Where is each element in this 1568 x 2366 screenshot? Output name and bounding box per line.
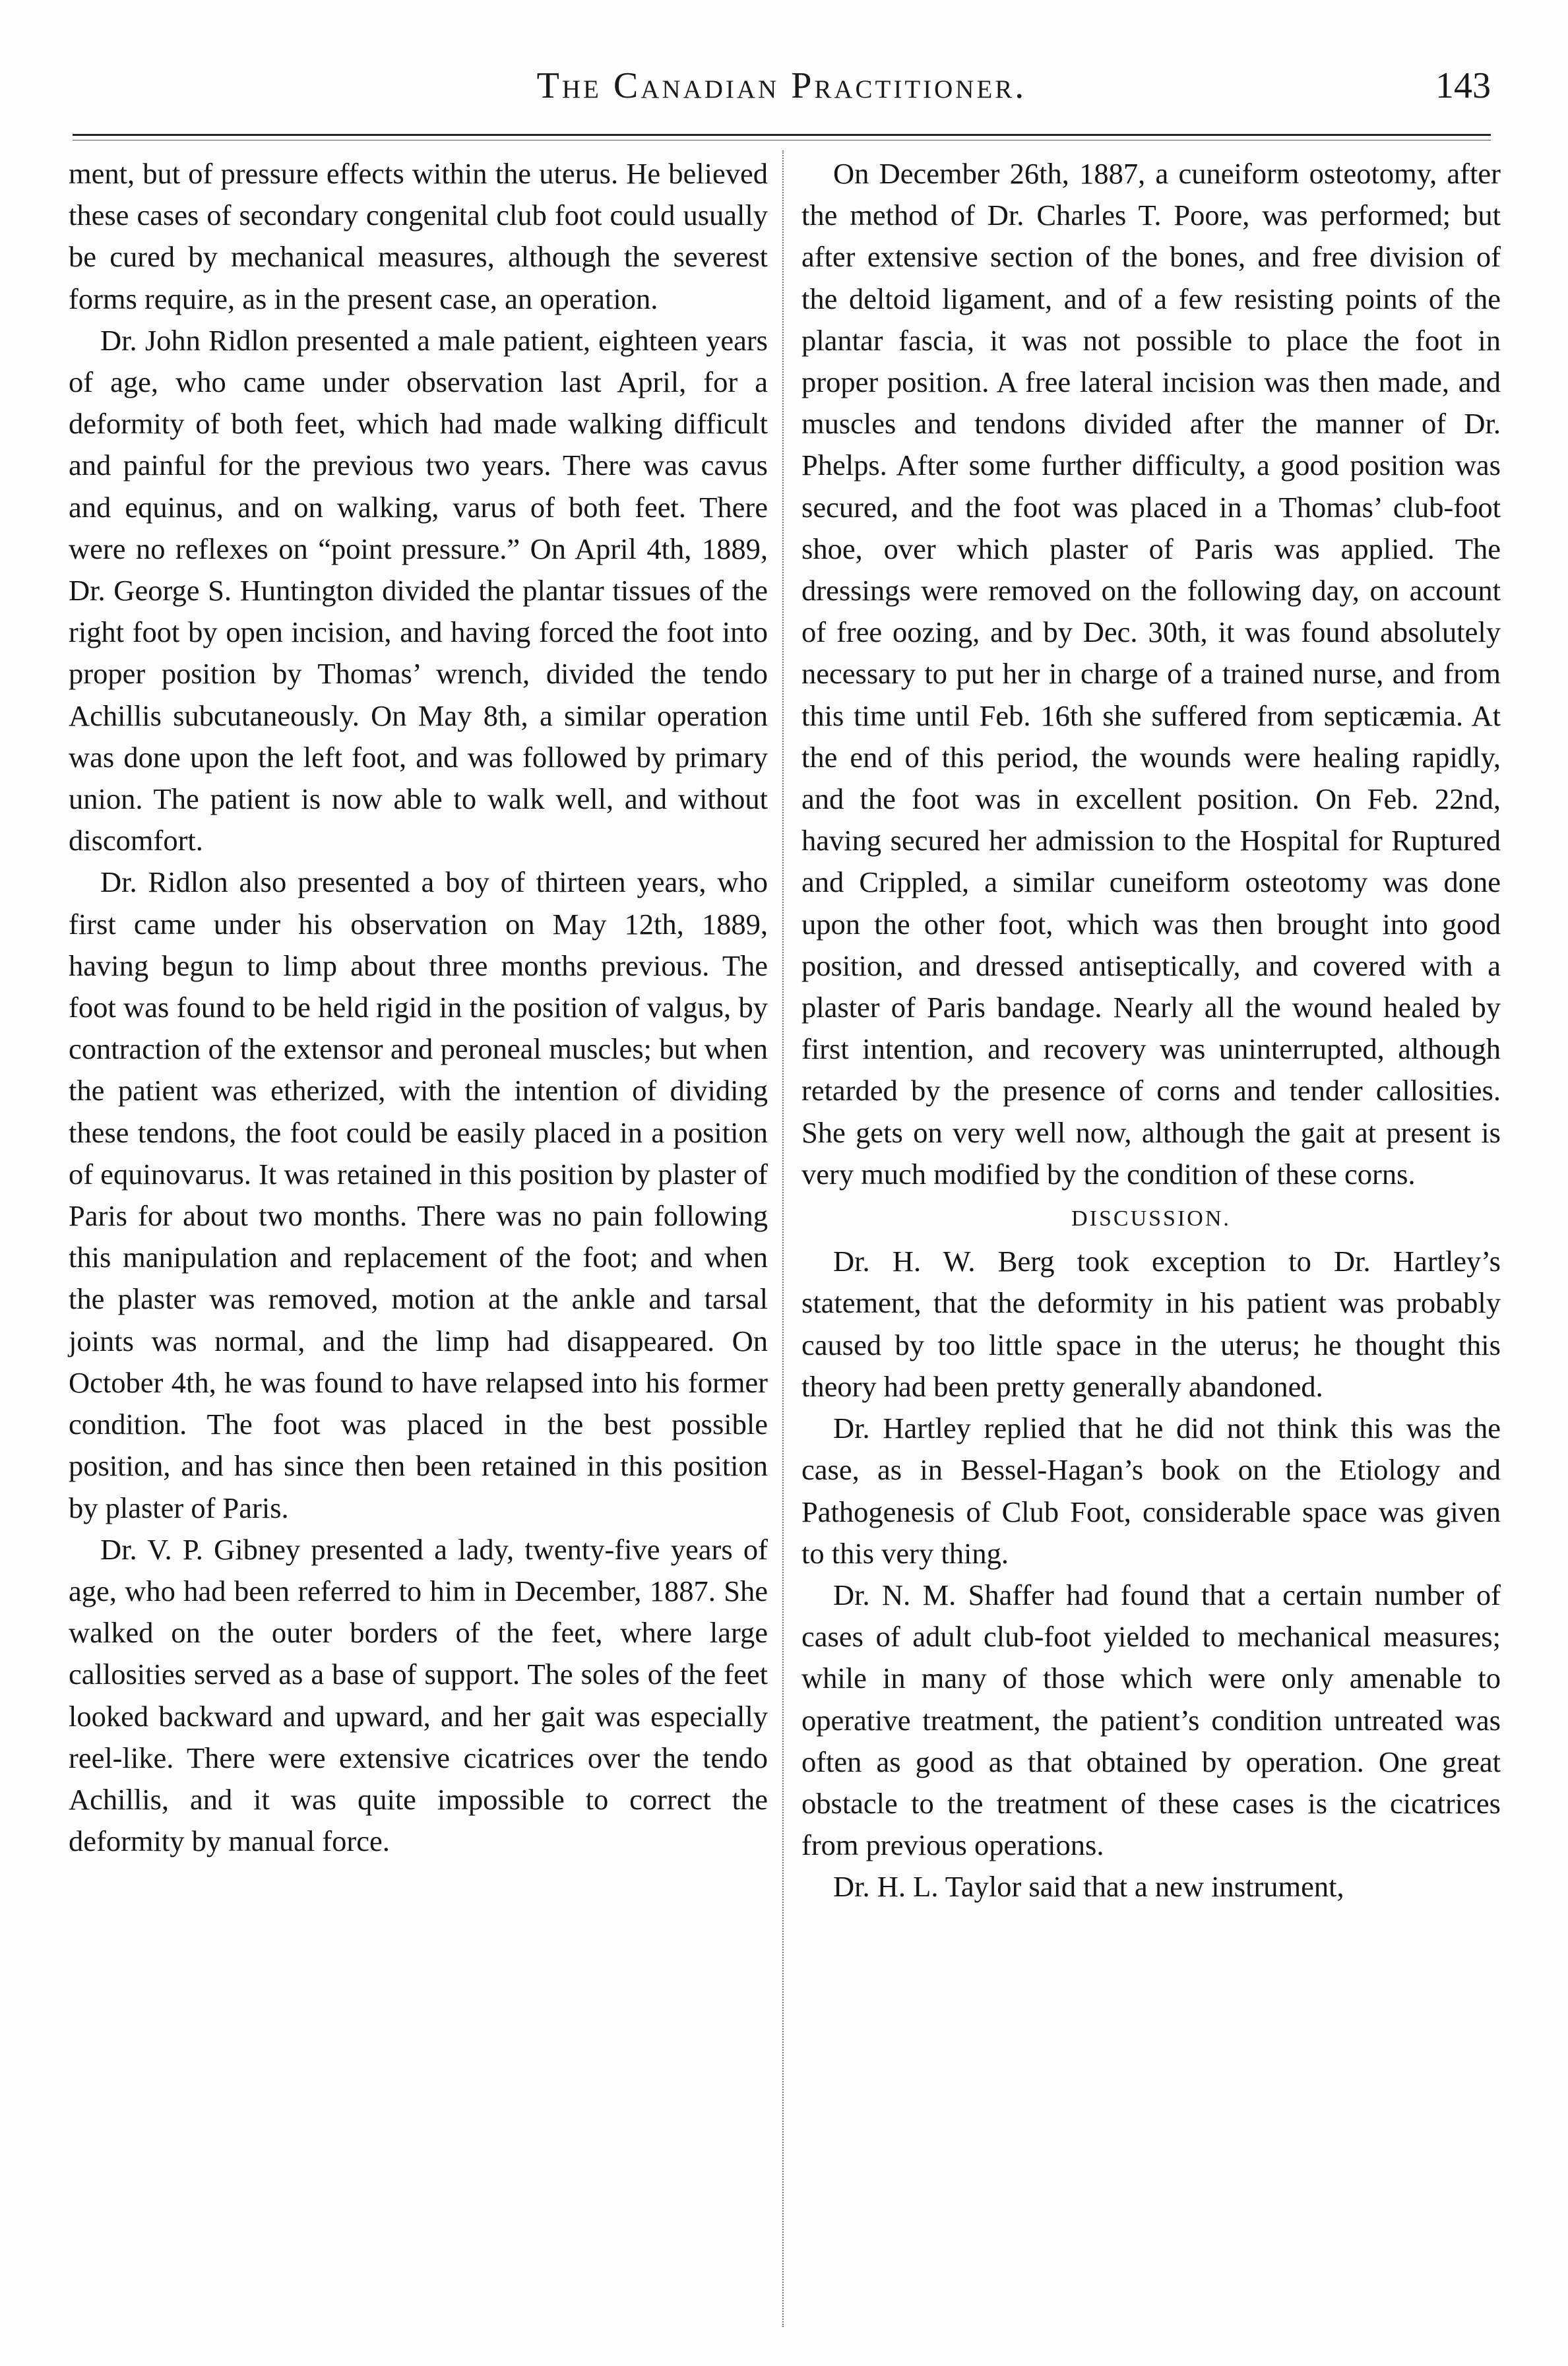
paragraph: Dr. H. L. Taylor said that a new instrument, — [833, 1870, 1344, 1904]
paragraph: On December 26th, 1887, a cuneiform osteotomy, after the method of Dr. Charles T. Poore, was performed; but after extensive section of the bones, and free division of the deltoid ligament, and of a few resisting points of the plantar fascia, it was not possible to place the foot in proper position. A free lateral incision was then made, and muscles and tendons divided after the manner of Dr. Phelps. After some further difficulty, a good position was secured, and the foot was placed in a Thomas’ club-foot shoe, over which plaster of Paris was applied. The dressings were removed on the following day, on account of free oozing, and by Dec. 30th, it was found absolutely necessary to put her in charge of a trained nurse, and from this time until Feb. 16th she suffered from septicæmia. At the end of this period, the wounds were healing rapidly, and the foot was in excellent position. On Feb. 22nd, having secured her admission to the Hospital for Ruptured and Crippled, a similar cuneiform osteotomy was done upon the other foot, which was then brought into good position, and dressed antiseptically, and covered with a plaster of Paris bandage. Nearly all the wound healed by first intention, and recovery was uninterrupted, although retarded by the presence of corns and tender callosities. She gets on very well now, although the gait at present is very much modified by the condition of these corns. — [801, 157, 1501, 1191]
paragraph: Dr. N. M. Shaffer had found that a certain number of cases of adult club-foot yielded to mechanical measures; while in many of those which were only amenable to operative treatment, the patient’s condition untreated was often as good as that obtained by operation. One great obstacle to the treatment of these cases is the cicatrices from previous operations. — [801, 1578, 1501, 1862]
header-rule — [73, 134, 1491, 136]
section-heading: DISCUSSION. — [1071, 1206, 1231, 1231]
paragraph: Dr. H. W. Berg took exception to Dr. Hartley’s statement, that the deformity in his patient was probably caused by too little space in the uterus; he thought this theory had been pretty generally abandoned. — [801, 1245, 1501, 1403]
running-title: The Canadian Practitioner. — [536, 65, 1027, 106]
column-divider — [782, 150, 784, 2327]
paragraph: Dr. Hartley replied that he did not think this was the case, as in Bessel-Hagan’s book on the Etiology and Pathogenesis of Club Foot, considerable space was given to this very thing. — [801, 1412, 1501, 1570]
paragraph: Dr. V. P. Gibney presented a lady, twenty-five years of age, who had been referred to him in December, 1887. She walked on the outer borders of the feet, where large callosities served as a base of support. The soles of the feet looked backward and upward, and her gait was especially reel-like. There were extensive cicatrices over the tendo Achillis, and it was quite impossible to correct the deformity by manual force. — [69, 1532, 768, 1858]
right-column — [801, 153, 1501, 1908]
paragraph-continued: ment, but of pressure effects within the uterus. He believed these cases of secondary congenital club foot could usually be cured by mechanical measures, although the severest forms require, as in the present case, an operation. — [69, 157, 768, 315]
paragraph: Dr. John Ridlon presented a male patient, eighteen years of age, who came under observation last April, for a deformity of both feet, which had made walking difficult and painful for the previous two years. There was cavus and equinus, and on walking, varus of both feet. There were no reflexes on “point pressure.” On April 4th, 1889, Dr. George S. Huntington divided the plantar tissues of the right foot by open incision, and having forced the foot into proper position by Thomas’ wrench, divided the tendo Achillis subcutaneously. On May 8th, a similar operation was done upon the left foot, and was followed by primary union. The patient is now able to walk well, and without discomfort. — [69, 323, 768, 857]
running-head — [73, 53, 1491, 125]
left-column — [69, 153, 768, 1862]
page-number: 143 — [1435, 65, 1491, 106]
paragraph: Dr. Ridlon also presented a boy of thirteen years, who first came under his observation on May 12th, 1889, having begun to limp about three months previous. The foot was found to be held rigid in the position of valgus, by contraction of the extensor and peroneal muscles; but when the patient was etherized, with the intention of dividing these tendons, the foot could be easily placed in a position of equinovarus. It was retained in this position by plaster of Paris for about two months. There was no pain following this manipulation and replacement of the foot; and when the plaster was removed, motion at the ankle and tarsal joints was normal, and the limp had disappeared. On October 4th, he was found to have relapsed into his former condition. The foot was placed in the best possible position, and has since then been retained in this position by plaster of Paris. — [69, 865, 768, 1524]
